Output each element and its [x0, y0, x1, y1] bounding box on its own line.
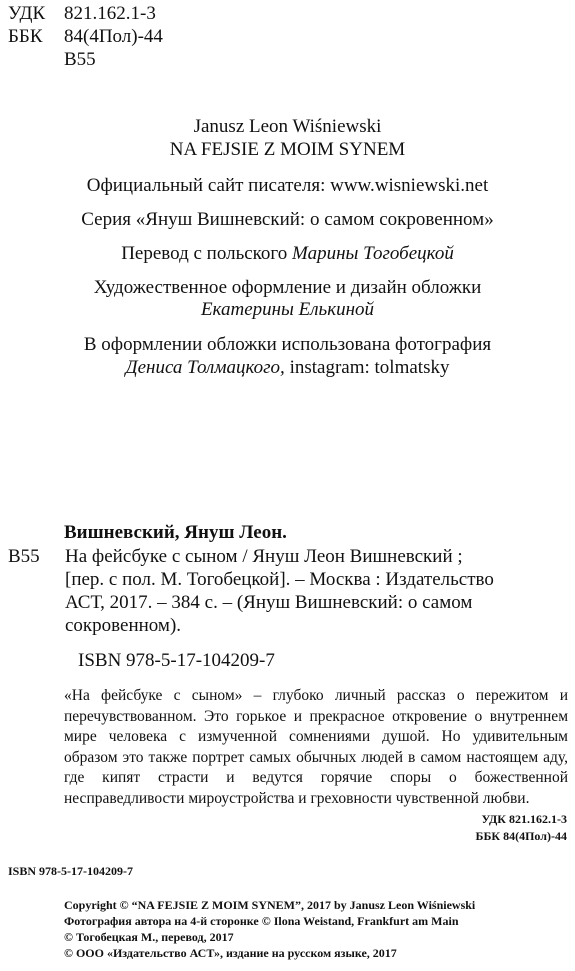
isbn-bottom: ISBN 978-5-17-104209-7	[8, 864, 133, 878]
original-title: NA FEJSIE Z MOIM SYNEM	[169, 139, 406, 160]
catalog-line: АСТ, 2017. – 384 с. – (Януш Вишневский: о самом	[65, 592, 473, 613]
site-url: www.wisniewski.net	[330, 175, 489, 196]
annotation: «На фейсбуке с сыном» – глубоко личный рассказ о пережитом и перечувствованном. Это горькое и прекрасное откровение о внутреннем мире человека с измученной сомнениями душой. Но удивительным образом это также портрет самых обычных людей в самом настоящем аду, где кипят страсти и ведутся горячие споры о божественной несправедливости мироустройства и греховности чувственной любви.	[64, 687, 568, 807]
annotation-udk: УДК 821.162.1-3	[481, 812, 567, 826]
bbk-label: ББК	[8, 26, 43, 47]
bbk-row	[8, 26, 163, 48]
catalog-line: сокровенном).	[65, 615, 182, 636]
site-prefix: Официальный сайт писателя:	[86, 175, 331, 196]
catalog-mark: В55	[8, 546, 40, 567]
copyright-line: © Тогобецкая М., перевод, 2017	[64, 930, 234, 944]
catalog-line: На фейсбуке с сыном / Януш Леон Вишневский ;	[65, 546, 463, 567]
udk-value: 821.162.1-3	[64, 3, 156, 24]
translation-line	[0, 243, 575, 265]
instagram-handle: tolmatsky	[374, 357, 450, 378]
copyright-line: © ООО «Издательство АСТ», издание на русском языке, 2017	[64, 946, 397, 960]
copyright-line: Copyright © “NA FEJSIE Z MOIM SYNEM”, 2017 by Janusz Leon Wiśniewski	[64, 898, 476, 912]
catalog-line: [пер. с пол. М. Тогобецкой]. – Москва : Издательство	[65, 569, 494, 590]
photographer-line	[0, 357, 575, 379]
catalog-heading: Вишневский, Януш Леон.	[64, 522, 287, 543]
udk-label: УДК	[8, 3, 46, 24]
udk-row	[8, 3, 156, 25]
annotation-bbk: ББК 84(4Пол)-44	[475, 829, 567, 843]
translation-prefix: Перевод с польского	[121, 243, 293, 264]
bbk-value: 84(4Пол)-44	[64, 26, 163, 47]
designer-name: Екатерины Елькиной	[200, 299, 375, 320]
official-site-line	[0, 175, 575, 197]
instagram-label: instagram:	[289, 357, 370, 378]
photographer-name: Дениса Толмацкого,	[125, 357, 285, 378]
series-line: Серия «Януш Вишневский: о самом сокровенном»	[81, 209, 494, 230]
author-mark: В55	[64, 49, 96, 70]
photo-line: В оформлении обложки использована фотография	[83, 334, 492, 355]
translator-name: Марины Тогобецкой	[292, 243, 454, 264]
copyright-line: Фотография автора на 4-й сторонке © Ilona Weistand, Frankfurt am Main	[64, 914, 459, 928]
design-line: Художественное оформление и дизайн обложки	[93, 277, 482, 298]
catalog-isbn: ISBN 978-5-17-104209-7	[78, 650, 275, 671]
original-author: Janusz Leon Wiśniewski	[193, 116, 382, 137]
